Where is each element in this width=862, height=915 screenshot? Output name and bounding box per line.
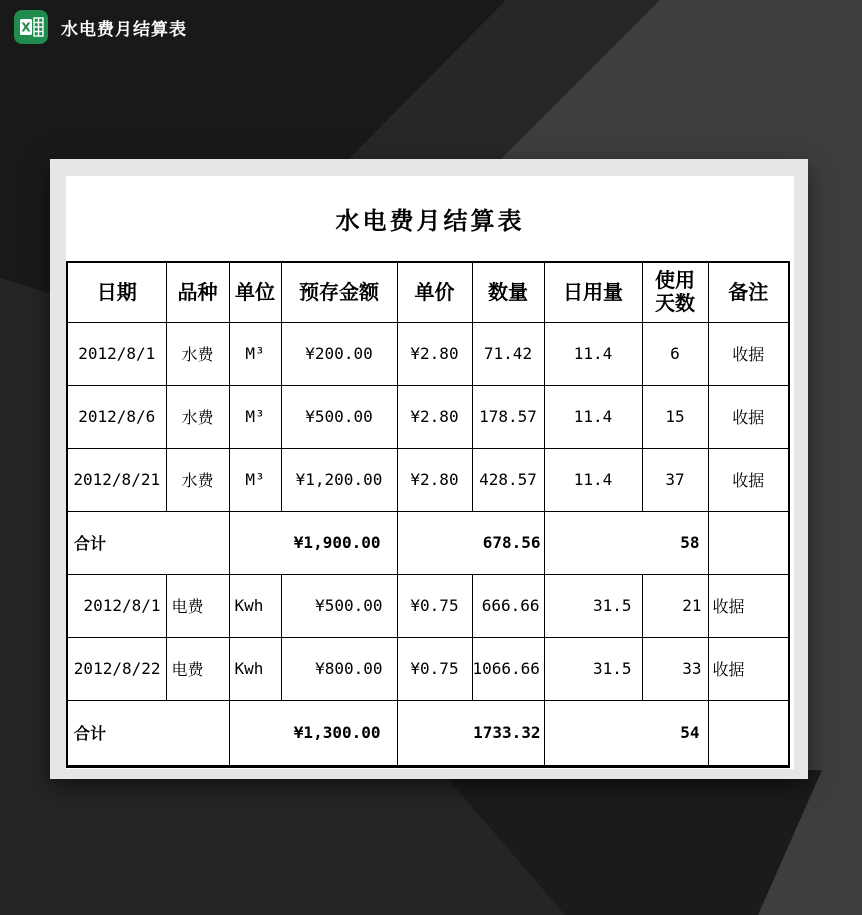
- cell-daily: 31.5: [544, 637, 642, 700]
- cell-unit: M³: [229, 322, 281, 385]
- col-header-note: 备注: [708, 262, 789, 322]
- table-row-water-2: [67, 385, 789, 448]
- cell-qty: 666.66: [472, 574, 544, 637]
- col-header-date: 日期: [67, 262, 166, 322]
- cell-prepaid: ¥1,200.00: [281, 448, 397, 511]
- cell-note: 收据: [708, 574, 789, 637]
- cell-date: 2012/8/22: [67, 637, 166, 700]
- cell-category: 水费: [166, 322, 229, 385]
- cell-total-note: [708, 511, 789, 574]
- cell-date: 2012/8/21: [67, 448, 166, 511]
- col-header-prepaid: 预存金额: [281, 262, 397, 322]
- svg-text:X: X: [21, 20, 31, 35]
- cell-date: 2012/8/6: [67, 385, 166, 448]
- settlement-table: [66, 261, 790, 768]
- cell-days: 6: [642, 322, 708, 385]
- cell-date: 2012/8/1: [67, 574, 166, 637]
- cell-price: ¥0.75: [397, 574, 472, 637]
- table-row-electric-1: [67, 574, 789, 637]
- col-header-days: [642, 262, 708, 322]
- cell-days: 37: [642, 448, 708, 511]
- table-row-electric-2: [67, 637, 789, 700]
- cell-unit: Kwh: [229, 574, 281, 637]
- cell-total-note: [708, 700, 789, 766]
- cell-qty: 428.57: [472, 448, 544, 511]
- excel-icon: [14, 10, 48, 44]
- cell-qty: 178.57: [472, 385, 544, 448]
- titlebar: [14, 10, 187, 44]
- cell-daily: 31.5: [544, 574, 642, 637]
- col-header-days-label: 使用天数: [655, 268, 695, 316]
- cell-total-qty: 1733.32: [397, 700, 544, 766]
- cell-price: ¥0.75: [397, 637, 472, 700]
- worksheet: [66, 176, 794, 769]
- cell-total-days: 58: [544, 511, 708, 574]
- cell-note: 收据: [708, 637, 789, 700]
- cell-prepaid: ¥500.00: [281, 574, 397, 637]
- col-header-category: 品种: [166, 262, 229, 322]
- cell-price: ¥2.80: [397, 448, 472, 511]
- cell-note: 收据: [708, 448, 789, 511]
- cell-total-days: 54: [544, 700, 708, 766]
- cell-price: ¥2.80: [397, 385, 472, 448]
- cell-days: 15: [642, 385, 708, 448]
- cell-category: 电费: [166, 574, 229, 637]
- table-row-total-water: [67, 511, 789, 574]
- col-header-price: 单价: [397, 262, 472, 322]
- cell-note: 收据: [708, 385, 789, 448]
- cell-daily: 11.4: [544, 385, 642, 448]
- col-header-qty: 数量: [472, 262, 544, 322]
- cell-prepaid: ¥800.00: [281, 637, 397, 700]
- cell-date: 2012/8/1: [67, 322, 166, 385]
- cell-prepaid: ¥500.00: [281, 385, 397, 448]
- cell-unit: M³: [229, 448, 281, 511]
- cell-days: 33: [642, 637, 708, 700]
- cell-category: 水费: [166, 448, 229, 511]
- cell-daily: 11.4: [544, 322, 642, 385]
- header-row: [67, 262, 789, 322]
- cell-prepaid: ¥200.00: [281, 322, 397, 385]
- cell-total-label: 合计: [67, 511, 229, 574]
- table-title: 水电费月结算表: [335, 206, 525, 235]
- cell-price: ¥2.80: [397, 322, 472, 385]
- cell-days: 21: [642, 574, 708, 637]
- cell-total-label: 合计: [67, 700, 229, 766]
- table-row-water-1: [67, 322, 789, 385]
- cell-note: 收据: [708, 322, 789, 385]
- window-title: 水电费月结算表: [61, 19, 187, 40]
- table-row-total-electric: [67, 700, 789, 766]
- cell-total-prepaid: ¥1,900.00: [229, 511, 397, 574]
- cell-qty: 1066.66: [472, 637, 544, 700]
- cell-qty: 71.42: [472, 322, 544, 385]
- cell-total-qty: 678.56: [397, 511, 544, 574]
- cell-category: 水费: [166, 385, 229, 448]
- table-row-water-3: [67, 448, 789, 511]
- spreadsheet-preview-panel: [50, 159, 808, 779]
- cell-daily: 11.4: [544, 448, 642, 511]
- col-header-unit: 单位: [229, 262, 281, 322]
- col-header-daily: 日用量: [544, 262, 642, 322]
- cell-unit: M³: [229, 385, 281, 448]
- cell-category: 电费: [166, 637, 229, 700]
- cell-total-prepaid: ¥1,300.00: [229, 700, 397, 766]
- cell-unit: Kwh: [229, 637, 281, 700]
